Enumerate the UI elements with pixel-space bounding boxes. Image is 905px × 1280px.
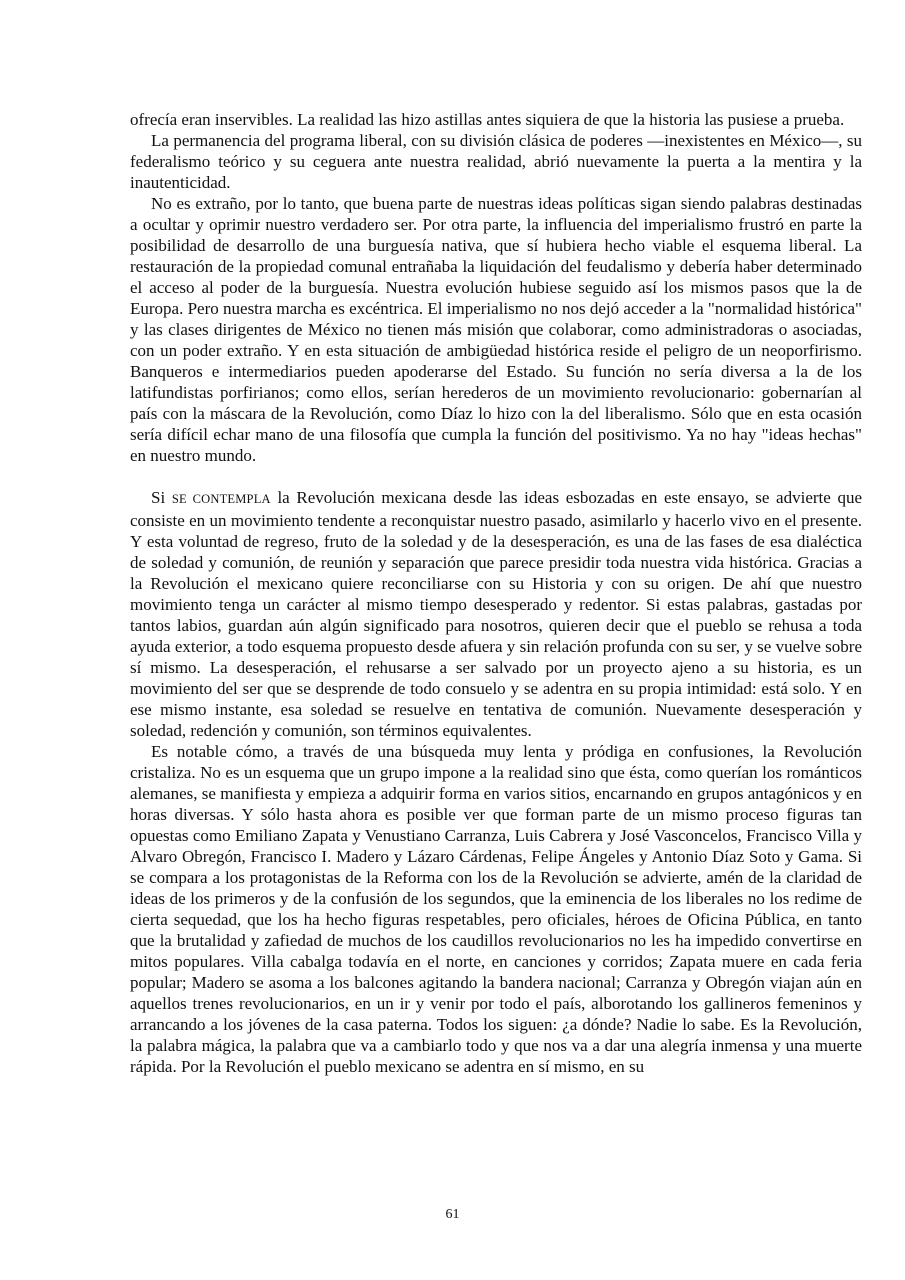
page-body [130,109,862,1077]
lead-rest: la Revolución mexicana desde las ideas esbozadas en este ensayo, se advierte que consiste en un movimiento tendente a reconquistar nuestro pasado, asimilarlo y hacerlo vivo en el presente. Y esta voluntad de regreso, fruto de la soledad y de la desesperación, es una de las fases de esa dialéctica de soledad y comunión, de reunión y separación que parece presidir toda nuestra vida histórica. Gracias a la Revolución el mexicano quiere reconciliarse con su Historia y con su origen. De ahí que nuestro movimiento tenga un carácter al mismo tiempo desesperado y redentor. Si estas palabras, gastadas por tantos labios, guardan aún algún significado para nosotros, quieren decir que el pueblo se rehusa a toda ayuda exterior, a todo esquema propuesto desde afuera y sin relación profunda con su ser, y se vuelve sobre sí mismo. La desesperación, el rehusarse a ser salvado por un proyecto ajeno a su historia, es un movimiento del ser que se desprende de todo consuelo y se adentra en su propia intimidad: está solo. Y en ese mismo instante, esa soledad se resuelve en tentativa de comunión. Nuevamente desesperación y soledad, redención y comunión, son términos equivalentes. [130,488,863,740]
smallcaps-lead: SE CONTEMPLA [171,492,271,506]
paragraph-revolution-intro [130,487,862,741]
paragraph-liberal-program: La permanencia del programa liberal, con su división clásica de poderes —inexistentes en México—, su federalismo teórico y su ceguera ante nuestra realidad, abrió nuevamente la puerta a la mentira y la inautenticidad. [130,131,862,192]
paragraph-revolution-crystallizes: Es notable cómo, a través de una búsqueda muy lenta y pródiga en confusiones, la Revolución cristaliza. No es un esquema que un grupo impone a la realidad sino que ésta, como querían los románticos alemanes, se manifiesta y empieza a adquirir forma en varios sitios, encarnando en grupos antagónicos y en horas diversas. Y sólo hasta ahora es posible ver que forman parte de un mismo proceso figuras tan opuestas como Emiliano Zapata y Venustiano Carranza, Luis Cabrera y José Vasconcelos, Francisco Villa y Alvaro Obregón, Francisco I. Madero y Lázaro Cárdenas, Felipe Ángeles y Antonio Díaz Soto y Gama. Si se compara a los protagonistas de la Reforma con los de la Revolución se advierte, amén de la claridad de ideas de los primeros y de la confusión de los segundos, que la eminencia de los liberales no los redime de cierta sequedad, que los ha hecho figuras respetables, pero oficiales, héroes de Oficina Pública, en tanto que la brutalidad y zafiedad de muchos de los caudillos revolucionarios no les ha impedido convertirse en mitos populares. Villa cabalga todavía en el norte, en canciones y corridos; Zapata muere en cada feria popular; Madero se asoma a los balcones agitando la bandera nacional; Carranza y Obregón viajan aún en aquellos trenes revolucionarios, en un ir y venir por todo el país, alborotando los gallineros femeninos y arrancando a los jóvenes de la casa paterna. Todos los siguen: ¿a dónde? Nadie lo sabe. Es la Revolución, la palabra mágica, la palabra que va a cambiarlo todo y que nos va a dar una alegría inmensa y una muerte rápida. Por la Revolución el pueblo mexicano se adentra en sí mismo, en su [130,742,862,1076]
page-number: 61 [445,1207,460,1222]
paragraph-political-ideas: No es extraño, por lo tanto, que buena parte de nuestras ideas políticas sigan siendo palabras destinadas a ocultar y oprimir nuestro verdadero ser. Por otra parte, la influencia del imperialismo frustró en parte la posibilidad de desarrollo de una burguesía nativa, que sí hubiera hecho viable el esquema liberal. La restauración de la propiedad comunal entrañaba la liquidación del feudalismo y debería haber determinado el acceso al poder de la burguesía. Nuestra evolución hubiese seguido así los mismos pasos que la de Europa. Pero nuestra marcha es excéntrica. El imperialismo no nos dejó acceder a la "normalidad histórica" y las clases dirigentes de México no tienen más misión que colaborar, como administradoras o asociadas, con un poder extraño. Y en esta situación de ambigüedad histórica reside el peligro de un neoporfirismo. Banqueros e intermediarios pueden apoderarse del Estado. Su función no sería diversa a la de los latifundistas porfirianos; como ellos, serían herederos de un movimiento revolucionario: gobernarían al país con la máscara de la Revolución, como Díaz lo hizo con la del liberalismo. Sólo que en esta ocasión sería difícil echar mano de una filosofía que cumpla la función del positivismo. Ya no hay "ideas hechas" en nuestro mundo. [130,194,862,465]
paragraph-continuation: ofrecía eran inservibles. La realidad las hizo astillas antes siquiera de que la historia las pusiese a prueba. [130,110,845,129]
lead-word: Si [151,488,166,507]
